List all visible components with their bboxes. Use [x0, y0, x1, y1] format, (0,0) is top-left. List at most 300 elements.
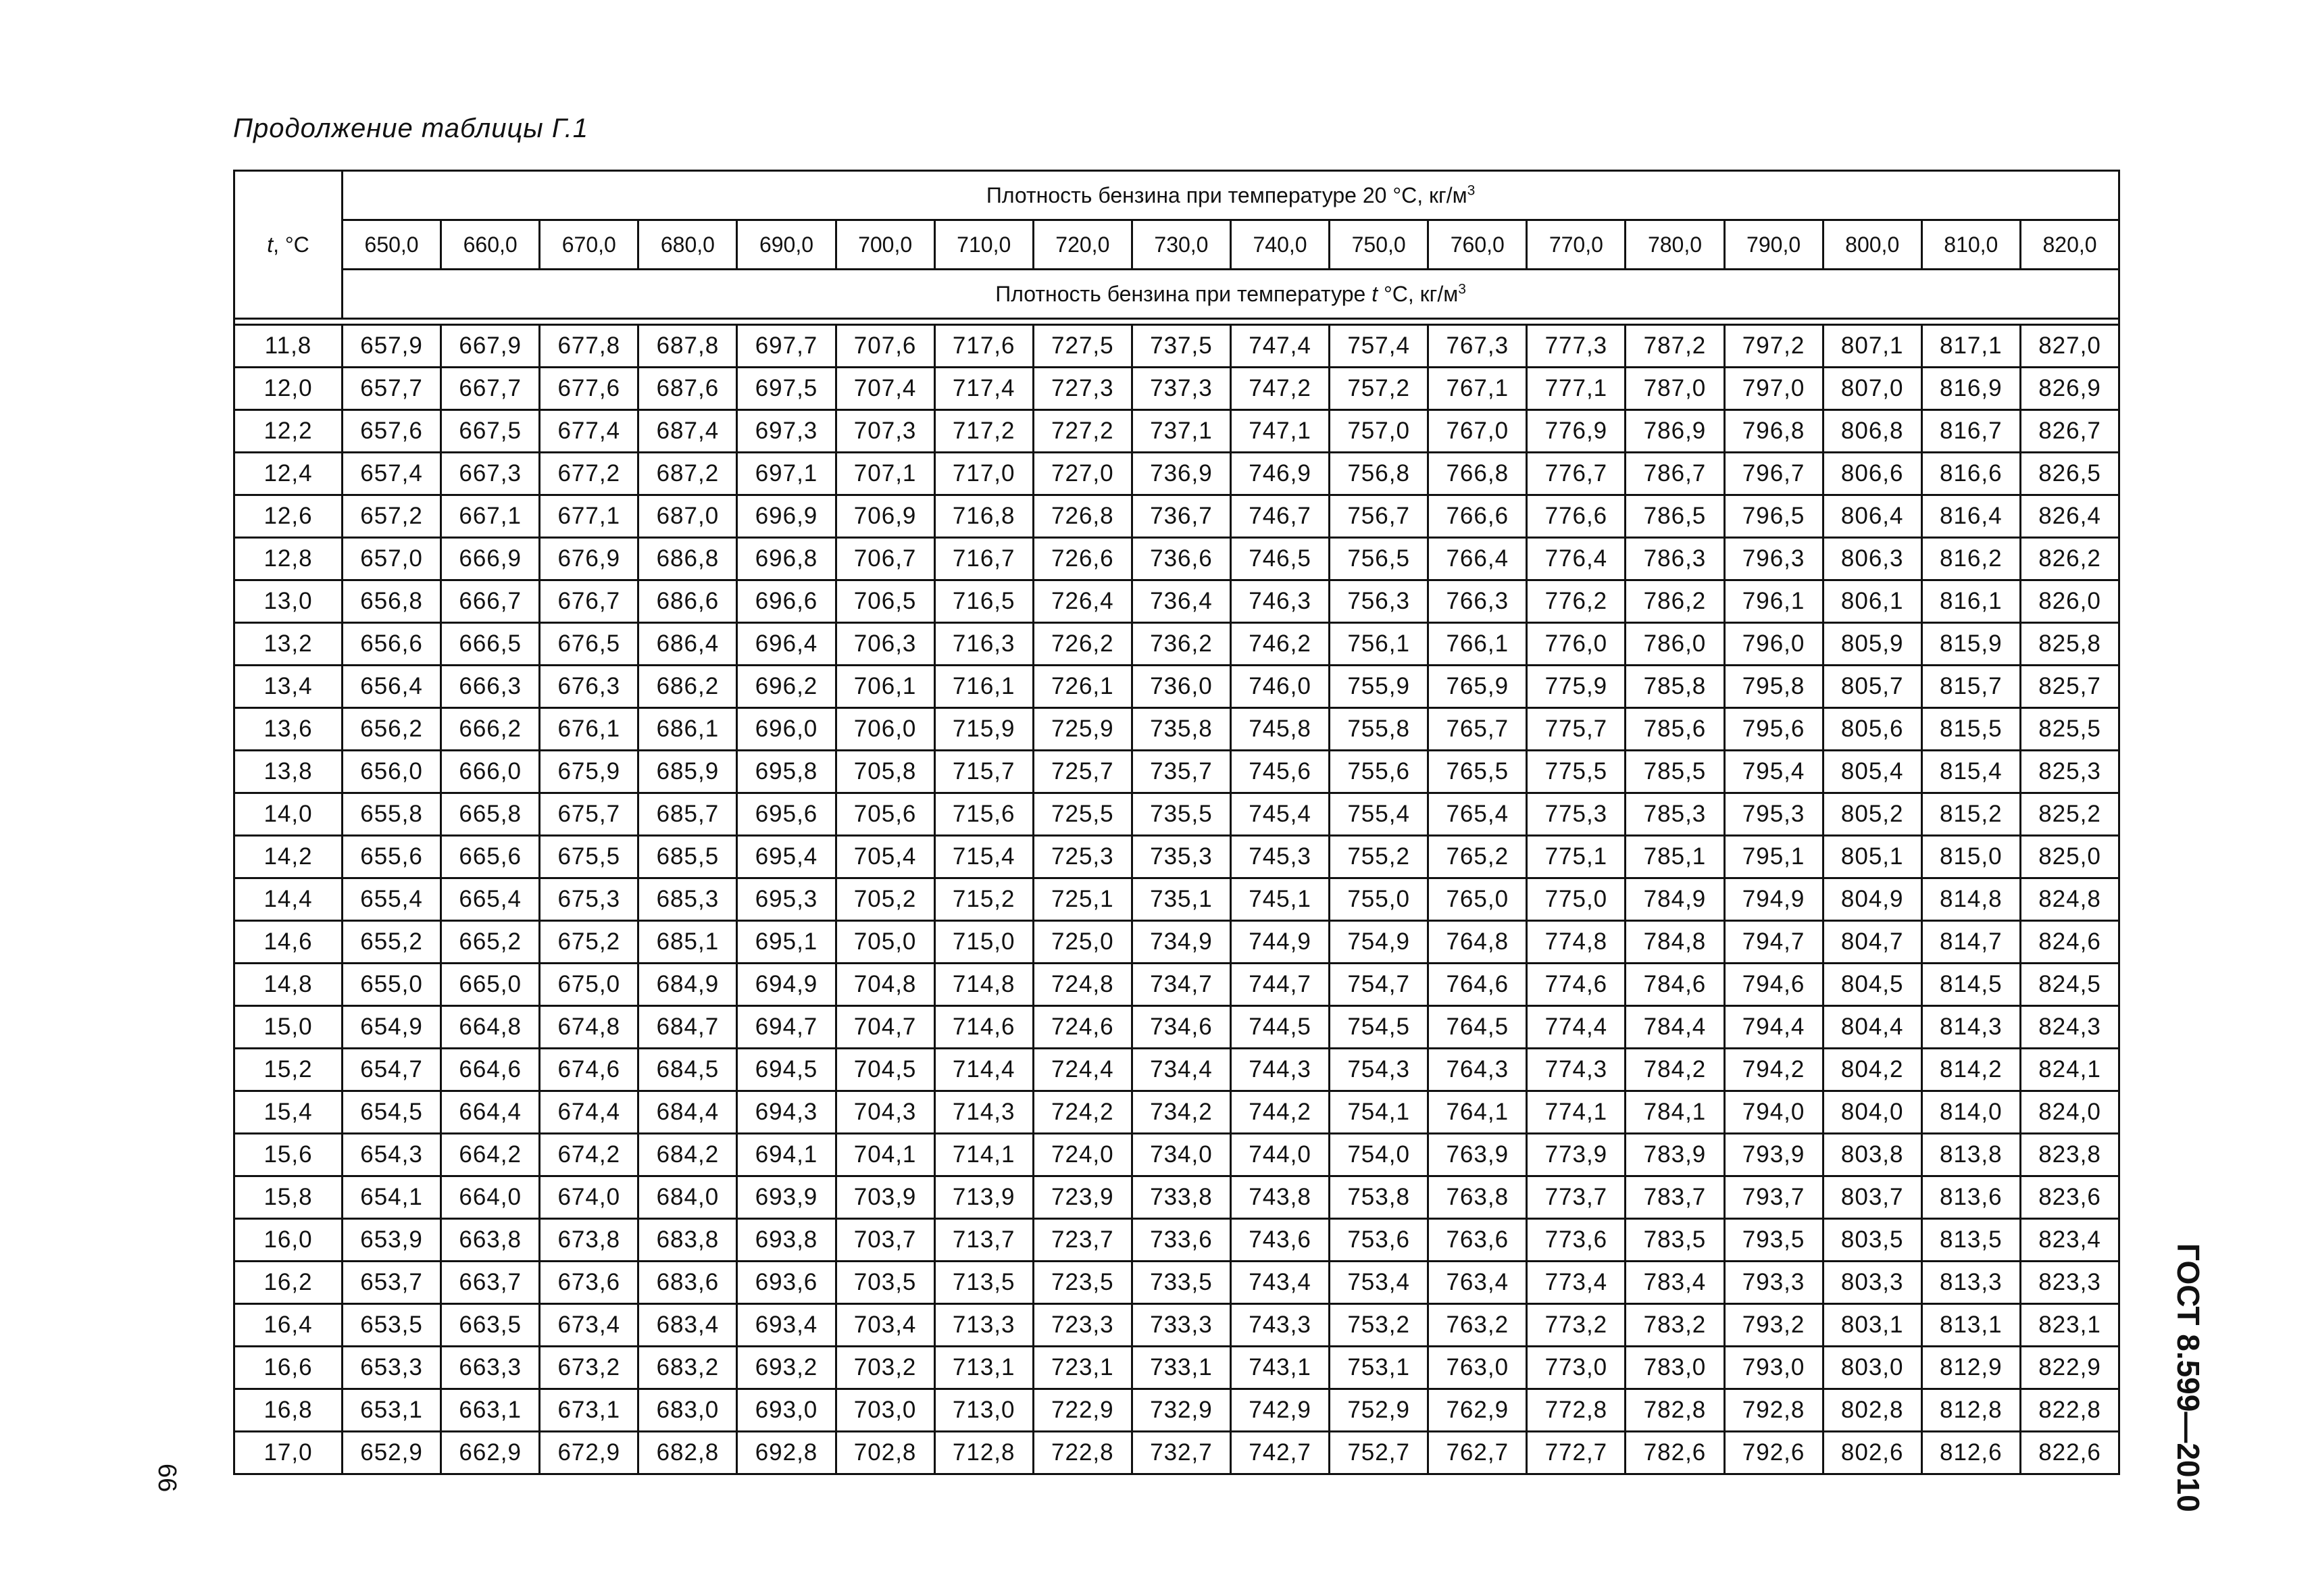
temperature-cell: 16,2 — [234, 1262, 343, 1304]
temperature-cell: 16,0 — [234, 1219, 343, 1262]
density-cell: 685,1 — [638, 921, 737, 964]
density-cell: 766,3 — [1428, 580, 1527, 623]
density-cell: 775,7 — [1527, 708, 1626, 751]
density-cell: 776,6 — [1527, 495, 1626, 538]
density-cell: 783,5 — [1626, 1219, 1724, 1262]
table-row — [234, 538, 2119, 580]
header-density-value: 670,0 — [540, 220, 638, 270]
density-cell: 764,6 — [1428, 964, 1527, 1006]
density-cell: 666,0 — [441, 751, 540, 793]
density-cell: 734,2 — [1132, 1091, 1230, 1134]
density-cell: 813,3 — [1921, 1262, 2020, 1304]
density-cell: 664,8 — [441, 1006, 540, 1049]
density-cell: 775,0 — [1527, 878, 1626, 921]
density-cell: 704,7 — [836, 1006, 934, 1049]
density-cell: 683,2 — [638, 1347, 737, 1389]
density-cell: 804,7 — [1823, 921, 1921, 964]
density-cell: 773,7 — [1527, 1176, 1626, 1219]
density-cell: 686,2 — [638, 666, 737, 708]
density-cell: 674,8 — [540, 1006, 638, 1049]
header-density-20c — [343, 171, 2119, 220]
density-cell: 765,9 — [1428, 666, 1527, 708]
density-cell: 724,0 — [1033, 1134, 1132, 1176]
density-cell: 723,3 — [1033, 1304, 1132, 1347]
density-cell: 754,1 — [1330, 1091, 1428, 1134]
density-cell: 717,4 — [934, 368, 1033, 410]
density-cell: 794,4 — [1724, 1006, 1823, 1049]
density-cell: 784,9 — [1626, 878, 1724, 921]
density-cell: 744,0 — [1230, 1134, 1329, 1176]
density-cell: 766,4 — [1428, 538, 1527, 580]
header-density-value: 740,0 — [1230, 220, 1329, 270]
density-cell: 782,6 — [1626, 1432, 1724, 1474]
density-cell: 653,7 — [343, 1262, 441, 1304]
density-cell: 675,0 — [540, 964, 638, 1006]
density-cell: 803,0 — [1823, 1347, 1921, 1389]
density-cell: 785,8 — [1626, 666, 1724, 708]
temperature-cell: 17,0 — [234, 1432, 343, 1474]
density-cell: 773,0 — [1527, 1347, 1626, 1389]
header-density-value: 760,0 — [1428, 220, 1527, 270]
density-cell: 772,8 — [1527, 1389, 1626, 1432]
density-cell: 674,0 — [540, 1176, 638, 1219]
density-cell: 774,3 — [1527, 1049, 1626, 1091]
temperature-cell: 13,2 — [234, 623, 343, 666]
density-cell: 716,5 — [934, 580, 1033, 623]
density-cell: 816,4 — [1921, 495, 2020, 538]
density-cell: 793,0 — [1724, 1347, 1823, 1389]
density-cell: 674,4 — [540, 1091, 638, 1134]
density-cell: 704,3 — [836, 1091, 934, 1134]
density-cell: 702,8 — [836, 1432, 934, 1474]
density-cell: 693,8 — [737, 1219, 836, 1262]
density-cell: 824,5 — [2020, 964, 2119, 1006]
header-density-value: 790,0 — [1724, 220, 1823, 270]
density-cell: 664,6 — [441, 1049, 540, 1091]
density-cell: 803,1 — [1823, 1304, 1921, 1347]
density-cell: 712,8 — [934, 1432, 1033, 1474]
density-cell: 765,4 — [1428, 793, 1527, 836]
density-cell: 805,2 — [1823, 793, 1921, 836]
density-cell: 772,7 — [1527, 1432, 1626, 1474]
density-cell: 813,5 — [1921, 1219, 2020, 1262]
density-cell: 755,4 — [1330, 793, 1428, 836]
density-cell: 826,4 — [2020, 495, 2119, 538]
temperature-cell: 16,6 — [234, 1347, 343, 1389]
density-cell: 814,8 — [1921, 878, 2020, 921]
density-cell: 825,0 — [2020, 836, 2119, 878]
density-cell: 676,1 — [540, 708, 638, 751]
density-cell: 757,4 — [1330, 325, 1428, 368]
density-cell: 653,9 — [343, 1219, 441, 1262]
density-cell: 812,9 — [1921, 1347, 2020, 1389]
density-cell: 793,7 — [1724, 1176, 1823, 1219]
density-cell: 744,2 — [1230, 1091, 1329, 1134]
density-cell: 675,7 — [540, 793, 638, 836]
density-cell: 657,0 — [343, 538, 441, 580]
density-cell: 742,9 — [1230, 1389, 1329, 1432]
density-cell: 794,7 — [1724, 921, 1823, 964]
density-cell: 673,2 — [540, 1347, 638, 1389]
density-cell: 665,6 — [441, 836, 540, 878]
header-density-at-t-symbol: t — [1372, 281, 1378, 306]
density-cell: 807,0 — [1823, 368, 1921, 410]
density-cell: 803,8 — [1823, 1134, 1921, 1176]
density-cell: 814,7 — [1921, 921, 2020, 964]
density-cell: 656,2 — [343, 708, 441, 751]
density-cell: 804,0 — [1823, 1091, 1921, 1134]
temperature-cell: 13,8 — [234, 751, 343, 793]
density-cell: 755,0 — [1330, 878, 1428, 921]
density-cell: 713,3 — [934, 1304, 1033, 1347]
density-cell: 786,2 — [1626, 580, 1724, 623]
density-cell: 786,5 — [1626, 495, 1724, 538]
density-cell: 655,4 — [343, 878, 441, 921]
density-cell: 693,6 — [737, 1262, 836, 1304]
header-density-at-t-post: °С, кг/м — [1378, 281, 1459, 306]
density-cell: 713,9 — [934, 1176, 1033, 1219]
header-density-20c-sup: 3 — [1467, 182, 1476, 198]
density-cell: 687,0 — [638, 495, 737, 538]
density-cell: 692,8 — [737, 1432, 836, 1474]
density-cell: 713,0 — [934, 1389, 1033, 1432]
density-cell: 717,6 — [934, 325, 1033, 368]
density-cell: 713,1 — [934, 1347, 1033, 1389]
density-cell: 686,4 — [638, 623, 737, 666]
density-cell: 687,2 — [638, 453, 737, 495]
density-cell: 725,3 — [1033, 836, 1132, 878]
density-cell: 733,5 — [1132, 1262, 1230, 1304]
density-cell: 776,4 — [1527, 538, 1626, 580]
density-cell: 663,3 — [441, 1347, 540, 1389]
density-cell: 812,6 — [1921, 1432, 2020, 1474]
density-cell: 757,0 — [1330, 410, 1428, 453]
header-density-value: 720,0 — [1033, 220, 1132, 270]
density-cell: 736,6 — [1132, 538, 1230, 580]
density-cell: 683,0 — [638, 1389, 737, 1432]
density-cell: 784,4 — [1626, 1006, 1724, 1049]
density-cell: 715,6 — [934, 793, 1033, 836]
density-cell: 665,4 — [441, 878, 540, 921]
density-cell: 764,1 — [1428, 1091, 1527, 1134]
table-row — [234, 495, 2119, 538]
density-cell: 684,5 — [638, 1049, 737, 1091]
header-t-unit: , °С — [273, 232, 309, 257]
header-density-value: 700,0 — [836, 220, 934, 270]
density-cell: 793,9 — [1724, 1134, 1823, 1176]
density-cell: 685,3 — [638, 878, 737, 921]
density-cell: 683,4 — [638, 1304, 737, 1347]
density-cell: 803,3 — [1823, 1262, 1921, 1304]
density-cell: 697,5 — [737, 368, 836, 410]
density-cell: 756,7 — [1330, 495, 1428, 538]
density-cell: 696,2 — [737, 666, 836, 708]
density-cell: 815,2 — [1921, 793, 2020, 836]
density-cell: 805,6 — [1823, 708, 1921, 751]
density-cell: 753,2 — [1330, 1304, 1428, 1347]
density-cell: 654,9 — [343, 1006, 441, 1049]
density-cell: 737,1 — [1132, 410, 1230, 453]
density-cell: 654,5 — [343, 1091, 441, 1134]
density-cell: 652,9 — [343, 1432, 441, 1474]
density-cell: 794,6 — [1724, 964, 1823, 1006]
density-cell: 743,6 — [1230, 1219, 1329, 1262]
density-cell: 816,6 — [1921, 453, 2020, 495]
table-body — [234, 325, 2119, 1474]
density-cell: 672,9 — [540, 1432, 638, 1474]
header-density-values-row — [234, 220, 2119, 270]
temperature-cell: 14,2 — [234, 836, 343, 878]
table-row — [234, 453, 2119, 495]
density-cell: 725,7 — [1033, 751, 1132, 793]
density-cell: 825,7 — [2020, 666, 2119, 708]
density-cell: 804,9 — [1823, 878, 1921, 921]
density-cell: 713,7 — [934, 1219, 1033, 1262]
density-cell: 666,9 — [441, 538, 540, 580]
density-cell: 664,4 — [441, 1091, 540, 1134]
temperature-cell: 16,8 — [234, 1389, 343, 1432]
density-cell: 655,8 — [343, 793, 441, 836]
density-cell: 705,2 — [836, 878, 934, 921]
density-cell: 724,8 — [1033, 964, 1132, 1006]
density-cell: 663,7 — [441, 1262, 540, 1304]
density-cell: 726,1 — [1033, 666, 1132, 708]
table-row — [234, 878, 2119, 921]
table-row — [234, 836, 2119, 878]
temperature-cell: 11,8 — [234, 325, 343, 368]
density-cell: 744,7 — [1230, 964, 1329, 1006]
density-cell: 784,6 — [1626, 964, 1724, 1006]
density-cell: 703,7 — [836, 1219, 934, 1262]
density-cell: 796,8 — [1724, 410, 1823, 453]
density-cell: 806,3 — [1823, 538, 1921, 580]
density-cell: 816,2 — [1921, 538, 2020, 580]
density-cell: 745,8 — [1230, 708, 1329, 751]
density-cell: 753,6 — [1330, 1219, 1428, 1262]
density-cell: 755,6 — [1330, 751, 1428, 793]
density-cell: 766,1 — [1428, 623, 1527, 666]
density-cell: 823,6 — [2020, 1176, 2119, 1219]
density-cell: 657,9 — [343, 325, 441, 368]
density-cell: 753,4 — [1330, 1262, 1428, 1304]
header-gap-row — [234, 319, 2119, 325]
density-cell: 713,5 — [934, 1262, 1033, 1304]
density-cell: 657,2 — [343, 495, 441, 538]
temperature-cell: 16,4 — [234, 1304, 343, 1347]
density-cell: 785,3 — [1626, 793, 1724, 836]
density-cell: 796,3 — [1724, 538, 1823, 580]
header-density-value: 690,0 — [737, 220, 836, 270]
density-cell: 756,3 — [1330, 580, 1428, 623]
density-cell: 792,8 — [1724, 1389, 1823, 1432]
temperature-cell: 13,6 — [234, 708, 343, 751]
density-cell: 655,2 — [343, 921, 441, 964]
density-cell: 815,5 — [1921, 708, 2020, 751]
density-cell: 717,0 — [934, 453, 1033, 495]
density-cell: 814,5 — [1921, 964, 2020, 1006]
table-row — [234, 1262, 2119, 1304]
table-row — [234, 1432, 2119, 1474]
temperature-cell: 12,4 — [234, 453, 343, 495]
density-cell: 716,7 — [934, 538, 1033, 580]
density-cell: 735,5 — [1132, 793, 1230, 836]
table-row — [234, 921, 2119, 964]
density-cell: 657,7 — [343, 368, 441, 410]
density-cell: 746,9 — [1230, 453, 1329, 495]
density-cell: 754,0 — [1330, 1134, 1428, 1176]
density-cell: 694,9 — [737, 964, 836, 1006]
density-cell: 684,4 — [638, 1091, 737, 1134]
density-cell: 673,4 — [540, 1304, 638, 1347]
header-density-at-t — [343, 270, 2119, 319]
density-cell: 745,1 — [1230, 878, 1329, 921]
density-cell: 815,9 — [1921, 623, 2020, 666]
density-cell: 706,9 — [836, 495, 934, 538]
page-number: 66 — [153, 1464, 181, 1493]
header-density-at-t-sup: 3 — [1458, 280, 1466, 297]
density-cell: 734,6 — [1132, 1006, 1230, 1049]
density-cell: 773,6 — [1527, 1219, 1626, 1262]
density-cell: 684,2 — [638, 1134, 737, 1176]
density-cell: 754,3 — [1330, 1049, 1428, 1091]
density-cell: 795,1 — [1724, 836, 1823, 878]
density-cell: 826,5 — [2020, 453, 2119, 495]
density-cell: 704,8 — [836, 964, 934, 1006]
table-row — [234, 666, 2119, 708]
density-cell: 774,1 — [1527, 1091, 1626, 1134]
table-row — [234, 580, 2119, 623]
density-cell: 727,5 — [1033, 325, 1132, 368]
density-cell: 693,2 — [737, 1347, 836, 1389]
density-cell: 827,0 — [2020, 325, 2119, 368]
density-cell: 753,1 — [1330, 1347, 1428, 1389]
density-cell: 783,0 — [1626, 1347, 1724, 1389]
density-cell: 763,6 — [1428, 1219, 1527, 1262]
density-cell: 665,8 — [441, 793, 540, 836]
density-cell: 733,6 — [1132, 1219, 1230, 1262]
density-cell: 755,8 — [1330, 708, 1428, 751]
density-cell: 676,7 — [540, 580, 638, 623]
density-cell: 706,0 — [836, 708, 934, 751]
density-cell: 724,6 — [1033, 1006, 1132, 1049]
density-cell: 804,4 — [1823, 1006, 1921, 1049]
header-density-value: 820,0 — [2020, 220, 2119, 270]
density-cell: 676,5 — [540, 623, 638, 666]
density-cell: 773,9 — [1527, 1134, 1626, 1176]
density-cell: 787,0 — [1626, 368, 1724, 410]
density-cell: 765,7 — [1428, 708, 1527, 751]
density-cell: 826,2 — [2020, 538, 2119, 580]
density-cell: 743,8 — [1230, 1176, 1329, 1219]
header-density-value: 650,0 — [343, 220, 441, 270]
density-cell: 755,2 — [1330, 836, 1428, 878]
density-cell: 733,1 — [1132, 1347, 1230, 1389]
density-cell: 694,7 — [737, 1006, 836, 1049]
density-cell: 655,0 — [343, 964, 441, 1006]
density-cell: 777,3 — [1527, 325, 1626, 368]
temperature-cell: 15,0 — [234, 1006, 343, 1049]
density-cell: 675,2 — [540, 921, 638, 964]
density-cell: 693,9 — [737, 1176, 836, 1219]
density-cell: 726,2 — [1033, 623, 1132, 666]
density-cell: 655,6 — [343, 836, 441, 878]
density-cell: 695,8 — [737, 751, 836, 793]
density-cell: 816,9 — [1921, 368, 2020, 410]
density-cell: 765,5 — [1428, 751, 1527, 793]
density-cell: 746,0 — [1230, 666, 1329, 708]
density-cell: 814,2 — [1921, 1049, 2020, 1091]
density-cell: 825,2 — [2020, 793, 2119, 836]
density-cell: 803,5 — [1823, 1219, 1921, 1262]
density-cell: 804,5 — [1823, 964, 1921, 1006]
density-cell: 767,0 — [1428, 410, 1527, 453]
density-cell: 763,2 — [1428, 1304, 1527, 1347]
density-cell: 764,3 — [1428, 1049, 1527, 1091]
density-cell: 823,4 — [2020, 1219, 2119, 1262]
density-cell: 793,5 — [1724, 1219, 1823, 1262]
density-cell: 734,0 — [1132, 1134, 1230, 1176]
density-cell: 752,9 — [1330, 1389, 1428, 1432]
density-cell: 724,4 — [1033, 1049, 1132, 1091]
density-table-container — [233, 170, 2120, 1475]
temperature-cell: 12,2 — [234, 410, 343, 453]
density-cell: 796,0 — [1724, 623, 1823, 666]
temperature-cell: 15,8 — [234, 1176, 343, 1219]
header-temperature — [234, 171, 343, 319]
table-row — [234, 1389, 2119, 1432]
density-cell: 735,1 — [1132, 878, 1230, 921]
density-cell: 775,3 — [1527, 793, 1626, 836]
density-cell: 733,3 — [1132, 1304, 1230, 1347]
density-cell: 654,7 — [343, 1049, 441, 1091]
density-cell: 665,2 — [441, 921, 540, 964]
density-cell: 763,9 — [1428, 1134, 1527, 1176]
density-cell: 796,7 — [1724, 453, 1823, 495]
density-cell: 824,8 — [2020, 878, 2119, 921]
density-cell: 697,1 — [737, 453, 836, 495]
temperature-cell: 13,4 — [234, 666, 343, 708]
table-row — [234, 1134, 2119, 1176]
density-cell: 795,8 — [1724, 666, 1823, 708]
density-cell: 693,4 — [737, 1304, 836, 1347]
density-cell: 813,6 — [1921, 1176, 2020, 1219]
density-cell: 676,3 — [540, 666, 638, 708]
density-cell: 656,6 — [343, 623, 441, 666]
density-cell: 715,7 — [934, 751, 1033, 793]
density-cell: 677,1 — [540, 495, 638, 538]
density-cell: 663,8 — [441, 1219, 540, 1262]
density-cell: 676,9 — [540, 538, 638, 580]
density-cell: 723,5 — [1033, 1262, 1132, 1304]
density-cell: 767,1 — [1428, 368, 1527, 410]
density-cell: 823,1 — [2020, 1304, 2119, 1347]
density-cell: 677,8 — [540, 325, 638, 368]
density-cell: 694,3 — [737, 1091, 836, 1134]
density-cell: 785,1 — [1626, 836, 1724, 878]
table-row — [234, 1006, 2119, 1049]
density-cell: 696,4 — [737, 623, 836, 666]
density-cell: 705,6 — [836, 793, 934, 836]
density-cell: 726,6 — [1033, 538, 1132, 580]
density-cell: 802,6 — [1823, 1432, 1921, 1474]
density-cell: 725,1 — [1033, 878, 1132, 921]
header-density-value: 730,0 — [1132, 220, 1230, 270]
header-t-symbol: t — [267, 232, 274, 257]
density-cell: 715,2 — [934, 878, 1033, 921]
density-cell: 716,1 — [934, 666, 1033, 708]
density-cell: 805,7 — [1823, 666, 1921, 708]
density-cell: 707,3 — [836, 410, 934, 453]
